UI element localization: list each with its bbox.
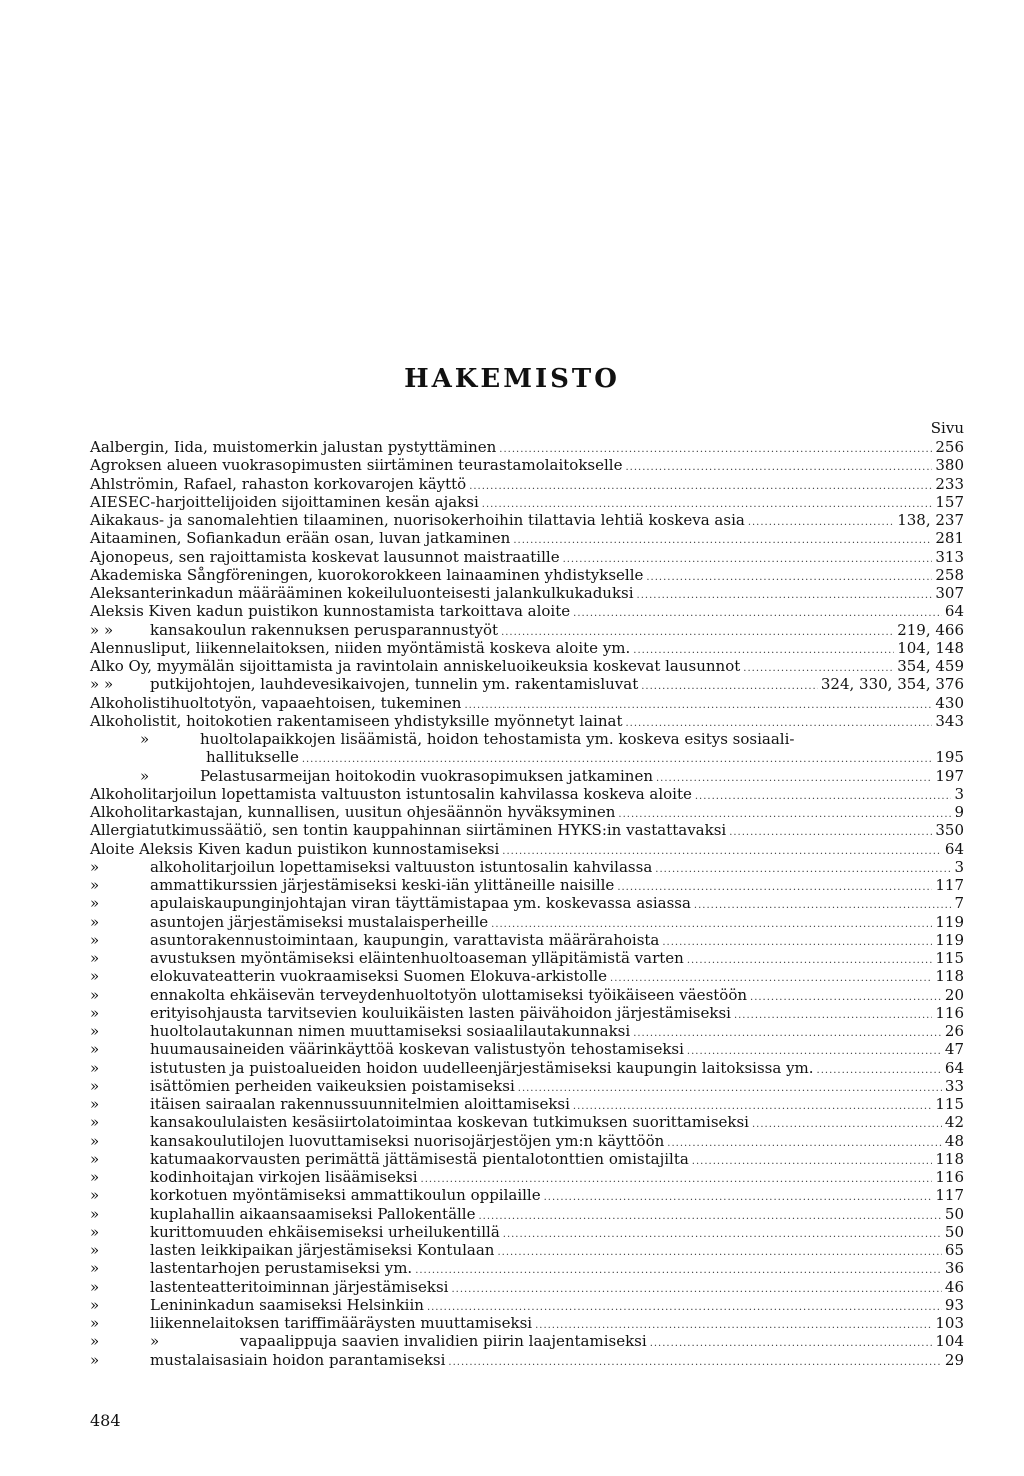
index-entry — [90, 1186, 964, 1204]
index-entry — [90, 748, 964, 766]
entry-text-group — [90, 438, 496, 456]
ditto-mark: » — [90, 894, 100, 913]
index-entry — [90, 1095, 964, 1113]
entry-text-group — [90, 712, 623, 730]
entry-pages: 116 — [935, 1003, 964, 1022]
entry-text: kuplahallin aikaansaamiseksi Pallokentälle — [150, 1204, 476, 1223]
entry-text-group — [90, 602, 570, 620]
entry-pages: 430 — [935, 693, 964, 712]
index-entry — [90, 657, 964, 675]
entry-text: Alkoholitarjoilun lopettamista valtuuston istuntosalin kahvilassa koskeva aloite — [90, 784, 692, 803]
entry-pages: 29 — [944, 1350, 964, 1369]
entry-pages: 197 — [935, 766, 964, 785]
entry-pages: 36 — [944, 1259, 964, 1278]
entry-pages: 50 — [944, 1204, 964, 1223]
entry-pages: 256 — [935, 438, 964, 456]
entry-text: putkijohtojen, lauhdevesikaivojen, tunnelin ym. rakentamisluvat — [150, 675, 639, 694]
index-entry — [90, 639, 964, 657]
entry-text-group — [90, 894, 691, 912]
entry-text-group — [90, 511, 745, 529]
ditto-mark: » — [90, 1131, 100, 1150]
entry-text: Allergiatutkimussäätiö, sen tontin kauppahinnan siirtäminen HYKS:in vastattavaksi — [90, 821, 727, 840]
index-entry — [90, 1059, 964, 1077]
ditto-mark: » — [90, 949, 100, 967]
entry-text-group — [90, 840, 499, 858]
entry-text-group — [90, 1040, 684, 1058]
entry-text: mustalaisasiain hoidon parantamiseksi — [150, 1350, 446, 1369]
index-entry — [90, 493, 964, 511]
entry-text-group — [90, 1186, 541, 1204]
entry-text-group — [90, 1296, 424, 1314]
entry-text: kurittomuuden ehkäisemiseksi urheilukentillä — [150, 1222, 500, 1241]
entry-text: vapaalippuja saavien invalidien piirin laajentamiseksi — [240, 1332, 647, 1351]
entry-pages: 48 — [944, 1131, 964, 1150]
index-entry — [90, 529, 964, 547]
index-entry — [90, 1205, 964, 1223]
index-entry — [90, 1113, 964, 1131]
dot-leader — [448, 1351, 941, 1372]
entry-text-group — [90, 821, 726, 839]
entry-text-group — [90, 913, 488, 931]
index-entry — [90, 712, 964, 730]
entry-pages: 42 — [944, 1113, 964, 1132]
entry-pages: 93 — [944, 1295, 964, 1314]
entry-text: Aloite Aleksis Kiven kadun puistikon kunnostamiseksi — [90, 839, 500, 858]
entry-text: Agroksen alueen vuokrasopimusten siirtäminen teurastamolaitokselle — [90, 456, 623, 475]
entry-pages: 354, 459 — [897, 657, 964, 675]
entry-pages: 281 — [935, 529, 964, 548]
entry-text: Pelastusarmeijan hoitokodin vuokrasopimuksen jatkaminen — [200, 766, 653, 785]
index-entry — [90, 894, 964, 912]
index-entry — [90, 967, 964, 985]
ditto-mark: » — [90, 1022, 100, 1040]
ditto-mark: » — [90, 1113, 100, 1132]
entry-text-group — [90, 493, 479, 511]
ditto-mark: » — [90, 1040, 100, 1059]
entry-pages: 343 — [935, 711, 964, 730]
index-entry — [90, 621, 964, 639]
index-entry — [90, 821, 964, 839]
index-entry — [90, 1022, 964, 1040]
entry-text: ammattikurssien järjestämiseksi keski-iän ylittäneille naisille — [150, 876, 615, 894]
ditto-mark: » — [90, 1332, 100, 1351]
entry-text-group — [90, 529, 510, 547]
entry-text: apulaiskaupunginjohtajan viran täyttämistapaa ym. koskevassa asiassa — [150, 894, 691, 913]
index-entry — [90, 1040, 964, 1058]
entry-pages: 64 — [944, 839, 964, 858]
entry-pages: 117 — [935, 876, 964, 894]
entry-text-group — [90, 1077, 515, 1095]
ditto-mark: » » — [90, 620, 114, 639]
ditto-mark: » » — [90, 675, 114, 694]
entry-pages: 219, 466 — [897, 620, 964, 639]
index-entry — [90, 675, 964, 693]
index-entry — [90, 858, 964, 876]
entry-text-group — [90, 876, 614, 894]
entry-pages: 350 — [935, 821, 964, 840]
entry-text: Aitaaminen, Sofiankadun erään osan, luvan jatkaminen — [90, 529, 511, 548]
index-entry — [90, 1168, 964, 1186]
index-entry — [90, 1132, 964, 1150]
entry-text-group — [90, 1059, 814, 1077]
entry-text-group — [90, 1351, 445, 1369]
entry-pages: 258 — [935, 565, 964, 584]
entry-text: kodinhoitajan virkojen lisäämiseksi — [150, 1168, 418, 1186]
entry-pages: 380 — [935, 456, 964, 475]
index-entry — [90, 548, 964, 566]
ditto-mark: » — [90, 912, 100, 931]
entry-text-group — [90, 657, 740, 675]
ditto-mark: » — [90, 857, 100, 876]
entry-text: kansakoululaisten kesäsiirtolatoimintaa koskevan tutkimuksen suorittamiseksi — [150, 1113, 749, 1132]
entry-text-group — [90, 858, 652, 876]
index-entry — [90, 840, 964, 858]
entry-pages: 9 — [954, 803, 964, 821]
ditto-mark: » — [90, 1168, 100, 1186]
ditto-mark: » — [90, 1295, 100, 1314]
entry-text: lastenteatteritoiminnan järjestämiseksi — [150, 1277, 449, 1296]
index-entry — [90, 584, 964, 602]
entry-pages: 104 — [935, 1332, 964, 1351]
entry-pages: 65 — [944, 1241, 964, 1259]
index-entry — [90, 438, 964, 456]
entry-pages: 47 — [944, 1040, 964, 1059]
entry-text-group — [90, 967, 607, 985]
entry-text: Alko Oy, myymälän sijoittamista ja ravintolain anniskeluoikeuksia koskevat lausunnot — [90, 657, 741, 675]
ditto-mark: » — [90, 1058, 100, 1077]
entry-text-group — [90, 566, 643, 584]
entry-pages: 118 — [935, 1149, 964, 1168]
entry-text-group — [90, 1259, 412, 1277]
entry-text-group — [90, 639, 630, 657]
entry-text: AIESEC-harjoittelijoiden sijoittaminen kesän ajaksi — [90, 492, 479, 511]
ditto-mark: » — [90, 1149, 100, 1168]
entry-text: itäisen sairaalan rakennussuunnitelmien aloittamiseksi — [150, 1095, 570, 1113]
entry-text: lastentarhojen perustamiseksi ym. — [150, 1259, 413, 1278]
entry-text: Ahlströmin, Rafael, rahaston korkovarojen käyttö — [90, 474, 467, 493]
index-entries — [90, 438, 964, 1369]
entry-pages: 195 — [935, 748, 964, 767]
entry-text: elokuvateatterin vuokraamiseksi Suomen Elokuva-arkistolle — [150, 967, 608, 986]
index-entry — [90, 949, 964, 967]
index-entry — [90, 803, 964, 821]
entry-text-group — [90, 949, 684, 967]
ditto-mark: » — [90, 1350, 100, 1369]
index-entry — [90, 1004, 964, 1022]
entry-pages: 233 — [935, 474, 964, 493]
ditto-mark: » — [90, 1241, 100, 1259]
entry-text: Ajonopeus, sen rajoittamista koskevat lausunnot maistraatille — [90, 547, 560, 566]
entry-text-group — [90, 1241, 494, 1259]
index-entry — [90, 456, 964, 474]
index-entry — [90, 511, 964, 529]
entry-text-group — [90, 475, 466, 493]
entry-text: isättömien perheiden vaikeuksien poistamiseksi — [150, 1076, 515, 1095]
entry-text-group — [90, 767, 653, 785]
entry-text-group — [90, 1168, 418, 1186]
ditto-mark: » — [90, 1076, 100, 1095]
entry-text-group — [90, 986, 747, 1004]
entry-text: Akademiska Sångföreningen, kuorokorokkeen lainaaminen yhdistykselle — [90, 565, 644, 584]
entry-pages: 157 — [935, 492, 964, 511]
entry-text: erityisohjausta tarvitsevien kouluikäisten lasten päivähoidon järjestämiseksi — [150, 1003, 731, 1022]
entry-pages: 64 — [944, 1058, 964, 1077]
entry-text: Aleksanterinkadun määrääminen kokeiluluonteisesti jalankulkukaduksi — [90, 584, 634, 602]
entry-pages: 307 — [935, 584, 964, 602]
entry-text-group — [90, 456, 622, 474]
entry-text: Alkoholitarkastajan, kunnallisen, uusitun ohjesäännön hyväksyminen — [90, 803, 616, 821]
entry-text-group — [90, 584, 634, 602]
entry-pages: 115 — [935, 1095, 964, 1113]
index-entry — [90, 1332, 964, 1350]
ditto-mark: » — [90, 1095, 100, 1113]
index-entry — [90, 1241, 964, 1259]
entry-text-group — [90, 1113, 749, 1131]
ditto-mark: » — [90, 1259, 100, 1278]
entry-text-group — [90, 1314, 532, 1332]
ditto-mark: » — [140, 730, 150, 748]
entry-text-group — [90, 694, 461, 712]
entry-text: liikennelaitoksen tariffimääräysten muuttamiseksi — [150, 1314, 533, 1332]
index-entry — [90, 913, 964, 931]
ditto-mark: » — [90, 985, 100, 1004]
entry-pages: 50 — [944, 1222, 964, 1241]
entry-text-group — [90, 1022, 630, 1040]
ditto-mark: » — [90, 1186, 100, 1205]
entry-pages: 3 — [954, 857, 964, 876]
entry-pages: 46 — [944, 1277, 964, 1296]
entry-pages: 33 — [944, 1076, 964, 1095]
entry-text: lasten leikkipaikan järjestämiseksi Kontulaan — [150, 1241, 495, 1259]
entry-pages: 7 — [954, 894, 964, 913]
index-entry — [90, 1278, 964, 1296]
entry-text: istutusten ja puistoalueiden hoidon uudelleenjärjestämiseksi kaupungin laitoksissa ym. — [150, 1058, 814, 1077]
entry-text: asuntorakennustoimintaan, kaupungin, varattavista määrärahoista — [150, 930, 660, 949]
entry-pages: 138, 237 — [897, 511, 964, 529]
entry-text: huoltolapaikkojen lisäämistä, hoidon tehostamista ym. koskeva esitys sosiaali- — [200, 730, 795, 748]
entry-text: Aalbergin, Iida, muistomerkin jalustan pystyttäminen — [90, 438, 497, 456]
entry-text: Aikakaus- ja sanomalehtien tilaaminen, nuorisokerhoihin tilattavia lehtiä koskeva asia — [90, 511, 745, 529]
entry-text-group — [90, 931, 659, 949]
entry-pages: 115 — [935, 949, 964, 967]
entry-text-group — [90, 785, 692, 803]
index-entry — [90, 931, 964, 949]
index-entry — [90, 694, 964, 712]
ditto-mark: » — [90, 930, 100, 949]
entry-pages: 119 — [935, 930, 964, 949]
entry-text-group — [90, 803, 615, 821]
entry-pages: 20 — [944, 985, 964, 1004]
page-number: 484 — [90, 1411, 121, 1430]
entry-text: Aleksis Kiven kadun puistikon kunnostamista tarkoittava aloite — [90, 602, 571, 621]
entry-pages: 64 — [944, 602, 964, 621]
entry-text: Alkoholistihuoltotyön, vapaaehtoisen, tukeminen — [90, 693, 462, 712]
entry-pages: 104, 148 — [897, 638, 964, 657]
index-entry — [90, 876, 964, 894]
index-entry — [90, 1223, 964, 1241]
ditto-mark: » — [90, 876, 100, 894]
index-entry — [90, 1150, 964, 1168]
entry-pages: 26 — [944, 1022, 964, 1040]
ditto-mark: » — [90, 1003, 100, 1022]
entry-text-group — [90, 1223, 500, 1241]
entry-pages: 313 — [935, 547, 964, 566]
index-entry — [90, 602, 964, 620]
index-entry — [90, 566, 964, 584]
entry-text-group — [90, 675, 638, 693]
index-entry — [90, 1296, 964, 1314]
entry-text: alkoholitarjoilun lopettamiseksi valtuuston istuntosalin kahvilassa — [150, 857, 653, 876]
ditto-mark: » — [140, 766, 150, 785]
entry-text-group — [90, 1278, 448, 1296]
index-entry — [90, 767, 964, 785]
entry-pages: 117 — [935, 1186, 964, 1205]
entry-text-group — [90, 548, 560, 566]
entry-text-group — [90, 1004, 731, 1022]
entry-text: kansakoulun rakennuksen perusparannustyöt — [150, 620, 499, 639]
entry-text-group — [90, 621, 498, 639]
ditto-mark: » — [90, 1314, 100, 1332]
index-entry — [90, 986, 964, 1004]
entry-text: ennakolta ehkäisevän terveydenhuoltotyön ulottamiseksi työikäiseen väestöön — [150, 985, 748, 1004]
ditto-mark: » — [90, 1222, 100, 1241]
entry-text-group — [90, 1132, 664, 1150]
entry-pages: 324, 330, 354, 376 — [820, 675, 964, 694]
entry-text: asuntojen järjestämiseksi mustalaisperheille — [150, 912, 489, 931]
ditto-mark: » — [150, 1332, 160, 1351]
ditto-mark: » — [90, 1204, 100, 1223]
index-list — [90, 418, 964, 1369]
entry-text: huoltolautakunnan nimen muuttamiseksi sosiaalilautakunnaksi — [150, 1022, 631, 1040]
page-title: HAKEMISTO — [404, 364, 620, 394]
entry-pages: 116 — [935, 1168, 964, 1186]
entry-text: korkotuen myöntämiseksi ammattikoulun oppilaille — [150, 1186, 541, 1205]
entry-pages: 3 — [954, 784, 964, 803]
index-entry — [90, 785, 964, 803]
index-entry — [90, 1351, 964, 1369]
entry-pages: 118 — [935, 967, 964, 986]
entry-pages: 119 — [935, 912, 964, 931]
entry-text: Alennusliput, liikennelaitoksen, niiden myöntämistä koskeva aloite ym. — [90, 638, 631, 657]
entry-text: kansakoulutilojen luovuttamiseksi nuorisojärjestöjen ym:n käyttöön — [150, 1131, 665, 1150]
index-entry — [90, 475, 964, 493]
entry-text-group — [90, 1332, 647, 1350]
entry-text: hallitukselle — [206, 748, 299, 767]
ditto-mark: » — [90, 967, 100, 986]
entry-text: Lenininkadun saamiseksi Helsinkiin — [150, 1295, 424, 1314]
entry-text-group — [90, 1205, 475, 1223]
entry-text: huumausaineiden väärinkäyttöä koskevan valistustyön tehostamiseksi — [150, 1040, 684, 1059]
index-entry — [90, 1259, 964, 1277]
index-entry — [90, 1314, 964, 1332]
entry-text-group — [90, 1150, 689, 1168]
entry-text-group — [90, 1095, 570, 1113]
entry-text: Alkoholistit, hoitokotien rakentamiseen yhdistyksille myönnetyt lainat — [90, 711, 623, 730]
entry-text: katumaakorvausten perimättä jättämisestä pientalotonttien omistajilta — [150, 1149, 689, 1168]
entry-pages: 103 — [935, 1314, 964, 1332]
index-entry — [90, 1077, 964, 1095]
column-header: Sivu — [930, 419, 964, 437]
entry-text: avustuksen myöntämiseksi eläintenhuoltoaseman ylläpitämistä varten — [150, 949, 684, 967]
ditto-mark: » — [90, 1277, 100, 1296]
